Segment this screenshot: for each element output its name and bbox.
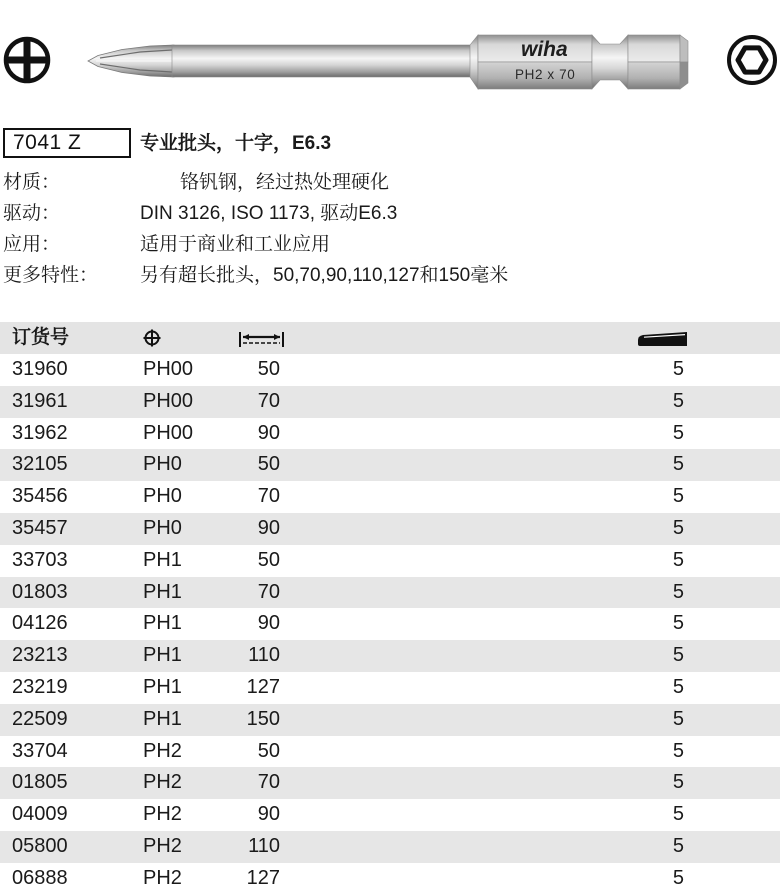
order-number: 33704 [12, 739, 68, 762]
drive-size: PH0 [143, 516, 182, 539]
pack-quantity: 5 [672, 612, 684, 635]
pack-quantity: 5 [672, 707, 684, 730]
order-number: 31962 [12, 421, 68, 444]
table-body [0, 354, 780, 895]
bit-marking: PH2 x 70 [515, 67, 576, 82]
order-number: 23219 [12, 675, 68, 698]
order-number: 31961 [12, 389, 68, 412]
spec-row-drive [0, 198, 780, 229]
spec-row-features [0, 260, 780, 291]
drive-size: PH0 [143, 453, 182, 476]
spec-row-material [0, 167, 780, 198]
spec-value: 另有超长批头，50,70,90,110,127和150毫米 [140, 265, 509, 286]
spec-label: 驱动： [3, 203, 61, 224]
pack-quantity: 5 [672, 421, 684, 444]
spec-label: 应用： [3, 234, 61, 255]
drive-size: PH2 [143, 771, 182, 794]
length-mm: 90 [257, 516, 280, 539]
length-mm: 150 [246, 707, 280, 730]
pack-quantity: 5 [672, 516, 684, 539]
table-row [0, 863, 780, 895]
table-row [0, 704, 780, 736]
phillips-cross-icon [6, 39, 48, 81]
order-number-header: 订货号 [12, 327, 70, 348]
length-mm: 90 [257, 803, 280, 826]
order-number: 05800 [12, 834, 68, 857]
spec-value: DIN 3126, ISO 1173, 驱动E6.3 [140, 203, 398, 224]
length-mm: 110 [248, 644, 280, 667]
table-row [0, 799, 780, 831]
order-number: 04009 [12, 803, 68, 826]
length-arrow-icon [238, 329, 286, 349]
table-header [0, 322, 780, 354]
order-number: 23213 [12, 644, 68, 667]
order-number: 35456 [12, 485, 68, 508]
drive-size: PH1 [143, 707, 182, 730]
drive-size: PH0 [143, 485, 182, 508]
pack-quantity: 5 [672, 803, 684, 826]
table-row [0, 608, 780, 640]
drive-size: PH2 [143, 739, 182, 762]
drive-size: PH2 [143, 803, 182, 826]
table-row [0, 449, 780, 481]
order-number: 33703 [12, 548, 68, 571]
length-mm: 70 [257, 580, 280, 603]
pack-quantity: 5 [672, 644, 684, 667]
drive-size: PH2 [143, 866, 182, 889]
pack-quantity: 5 [672, 866, 684, 889]
spec-list [0, 167, 780, 291]
length-mm: 90 [257, 421, 280, 444]
table-row [0, 767, 780, 799]
pack-quantity: 5 [672, 739, 684, 762]
pack-quantity: 5 [672, 771, 684, 794]
pack-quantity: 5 [672, 453, 684, 476]
phillips-symbol-icon [142, 328, 162, 348]
table-row [0, 577, 780, 609]
table-row [0, 672, 780, 704]
length-mm: 50 [257, 358, 280, 380]
spec-value: 铬钒钢，经过热处理硬化 [180, 172, 390, 193]
table-row [0, 640, 780, 672]
table-row [0, 545, 780, 577]
header-illustration [0, 0, 780, 110]
order-number: 04126 [12, 612, 68, 635]
order-number: 31960 [12, 358, 68, 380]
table-row [0, 831, 780, 863]
drive-size: PH1 [143, 548, 182, 571]
product-code: 7041 Z [3, 128, 131, 158]
order-number: 32105 [12, 453, 68, 476]
bit-logo: wiha [521, 38, 568, 61]
drive-size: PH00 [143, 358, 194, 380]
table-row [0, 354, 780, 386]
pack-quantity: 5 [672, 675, 684, 698]
length-mm: 70 [257, 485, 280, 508]
drive-size: PH00 [143, 421, 194, 444]
length-mm: 110 [248, 834, 280, 857]
pack-quantity: 5 [672, 485, 684, 508]
table-row [0, 386, 780, 418]
length-mm: 70 [257, 771, 280, 794]
product-title: 专业批头，十字，E6.3 [140, 133, 332, 154]
drive-size: PH1 [143, 612, 182, 635]
drive-size: PH1 [143, 580, 182, 603]
spec-value: 适用于商业和工业应用 [140, 234, 331, 255]
drive-size: PH00 [143, 389, 194, 412]
length-mm: 50 [257, 739, 280, 762]
spec-label: 材质： [3, 172, 61, 193]
table-row [0, 481, 780, 513]
order-number: 01805 [12, 771, 68, 794]
pack-quantity: 5 [672, 834, 684, 857]
pack-quantity-icon [637, 330, 689, 348]
drive-size: PH1 [143, 675, 182, 698]
order-number: 22509 [12, 707, 68, 730]
table-row [0, 513, 780, 545]
drive-size: PH1 [143, 644, 182, 667]
length-mm: 50 [257, 453, 280, 476]
length-mm: 127 [246, 866, 280, 889]
length-mm: 90 [257, 612, 280, 635]
length-mm: 127 [246, 675, 280, 698]
length-mm: 50 [257, 548, 280, 571]
drive-size: PH2 [143, 834, 182, 857]
table-row [0, 418, 780, 450]
pack-quantity: 5 [672, 548, 684, 571]
pack-quantity: 5 [672, 580, 684, 603]
order-number: 35457 [12, 516, 68, 539]
table-row [0, 736, 780, 768]
order-table [0, 322, 780, 895]
order-number: 06888 [12, 866, 68, 889]
order-number: 01803 [12, 580, 68, 603]
pack-quantity: 5 [672, 389, 684, 412]
length-mm: 70 [257, 389, 280, 412]
spec-row-application [0, 229, 780, 260]
pack-quantity: 5 [672, 358, 684, 380]
hex-shank-icon [729, 37, 775, 83]
spec-label: 更多特性： [3, 265, 99, 286]
screwdriver-bit-image [88, 35, 688, 89]
